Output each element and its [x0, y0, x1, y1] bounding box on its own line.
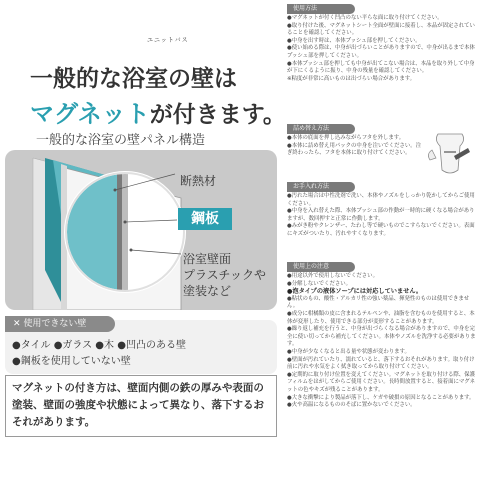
- caution-item: ●中身が少なくなると出る量や状態が変わります。: [287, 348, 410, 355]
- caution-item: ●大きな衝撃により製品が落下し、ケガや破損の原因となることがあります。: [287, 394, 475, 401]
- insulation-label: 断熱材: [180, 174, 217, 188]
- refill-list: [287, 135, 422, 158]
- care-item: ●中身を入れ替えた際、本体プッシュ部の作動が一時的に硬くなる場合がありますが、数回押すと正常に作動します。: [287, 208, 475, 222]
- care-section-title: お手入れ方法: [287, 182, 355, 192]
- usage-item: ●使い始める際は、中身が出づらいことがありますので、中身が出るまで本体プッシュ部を押してください。: [287, 45, 475, 59]
- headline-ruby: ユニットバス: [147, 37, 189, 44]
- refill-section-title: 詰め替え方法: [287, 124, 355, 134]
- usage-item: ●マグネットが付く凹凸のない平らな面に取り付けてください。: [287, 15, 443, 21]
- care-item: ●汚れた場合は中性洗剤で洗い、本体やノズルをしっかり乾かしてからご使用ください。: [287, 193, 475, 207]
- usage-item: ●取り付けた後、マグネットシート全面が壁面に接着し、本品が固定されていることを確認してください。: [287, 22, 475, 37]
- usage-list: [287, 15, 477, 83]
- care-item: ●みがき粉やクレンザー、たわし等で硬いものでこすらないでください。表面にキズがついたり、汚れやすくなります。: [287, 223, 475, 237]
- caution-list: [287, 273, 477, 410]
- headline-rest: が付きます。: [149, 102, 286, 128]
- caution-item: ●成分に柑橘類の皮に含まれるテルペンや、油脂を含むものを使用すると、本体が変形したり、使用できる部分が変形することがあります。: [287, 310, 475, 325]
- caution-item: ●分解しないでください。: [287, 280, 352, 287]
- unusable-walls-title: ✕ 使用できない壁: [5, 316, 115, 332]
- magnet-note-text: マグネットの付き方は、壁面内側の鉄の厚みや表面の塗装、壁面の強度や状態によって異なり、落下するおそれがあります。: [12, 382, 264, 428]
- headline-line2: [30, 94, 286, 129]
- wall-surface-label: 浴室壁面: [183, 252, 232, 266]
- wall-panel-illustration: [5, 150, 277, 310]
- unusable-walls-line1: ●タイル ●ガラス ●木 ●凹凸のある壁: [12, 340, 186, 351]
- usage-section-title: 使用方法: [287, 4, 355, 14]
- care-list: [287, 193, 477, 239]
- structure-subtitle: 一般的な浴室の壁パネル構造: [36, 133, 206, 148]
- caution-item: ●繰り返し補充を行うと、中身が出づらくなる場合がありますので、中身を完全に使い切ってから補充してください。本体やノズルを洗浄する必要があります。: [287, 326, 476, 348]
- caution-section-title: 使用上の注意: [287, 262, 355, 272]
- usage-item: ●本体プッシュ部を押しても中身が出てこない場合は、本品を取り外して中身が下にくるように振り、中身の残量を確認してください。: [287, 60, 475, 75]
- usage-item: ●中身を出す時は、本体プッシュ部を押してください。: [287, 37, 421, 44]
- caution-item: ●用途以外で使用しないでください。: [287, 273, 378, 279]
- refill-item: ●本体に詰め替え用パックの中身を注いでください。注ぎ終わったら、フタを本体に取り付けてください。: [287, 142, 422, 157]
- caution-item: ●火や高温になるもののそばに置かないでください。: [287, 402, 416, 409]
- headline-accent: マグネット: [30, 100, 150, 128]
- steel-plate-label: 鋼板: [178, 208, 232, 230]
- refill-item: ●本体の底面を押し込みながらフタを外します。: [287, 135, 405, 141]
- wall-material-line1: プラスチックや: [183, 268, 267, 282]
- wall-panel-diagram: [5, 150, 277, 310]
- refill-illustration-icon: [424, 130, 476, 180]
- caution-item: ●定期的に取り付け位置を変えてください。マグネットを取り付ける際、保護フィルムをはがしてからご使用ください。長時間放置すると、接着面にマグネットの色やキズが残ることがあります。: [287, 371, 475, 393]
- caution-item: ●粘状のもの、酸性・アルカリ性の強い薬品、揮発性のものは使用できません。: [287, 295, 470, 310]
- unusable-walls-line2: ●鋼板を使用していない壁: [12, 356, 131, 367]
- caution-foam-warning: ●泡タイプの液体ソープには対応していません。: [287, 288, 423, 296]
- wall-material-line2: 塗装など: [183, 284, 232, 298]
- usage-item: ※粘度が非常に高いものは出づらい場合があります。: [287, 75, 416, 82]
- caution-item: ●壁面が汚れていたり、濡れていると、落下するおそれがあります。取り付け前に汚れや水気をよく拭き取ってから取り付けてください。: [287, 356, 475, 371]
- headline-line1: 一般的な浴室の壁は: [30, 66, 237, 92]
